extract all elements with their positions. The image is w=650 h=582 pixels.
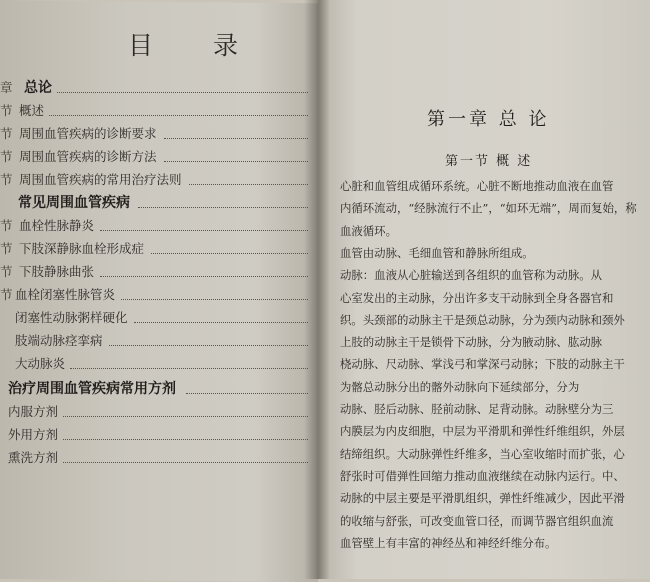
toc-entry-title: 概述	[19, 103, 45, 118]
text-line: 血管壁上有丰富的神经丛和神经纤维分布。	[340, 535, 557, 550]
text-line: 心脏和血管组成循环系统。心脏不断地推动血液在血管	[340, 179, 614, 193]
toc-entry-title: 周围血管疾病的诊断方法	[19, 149, 157, 164]
toc-entry-title: 总论	[24, 80, 52, 96]
toc-entry-number: 节	[0, 241, 13, 256]
toc-leader-dots	[63, 419, 308, 440]
toc-entry-title: 熏洗方剂	[8, 450, 59, 465]
toc-leader-dots	[70, 348, 308, 369]
toc-entry	[0, 354, 312, 374]
text-line: 为髂总动脉分出的髂外动脉向下延续部分，分为	[340, 379, 580, 394]
text-line: 桡动脉、尺动脉、掌浅弓和掌深弓动脉；下肢的动脉主干	[340, 357, 625, 372]
toc-entry-title: 血栓性脉静炎	[19, 218, 95, 233]
toc-entry-title: 大动脉炎	[15, 356, 66, 371]
toc-leader-dots	[138, 187, 308, 208]
text-line: 舒张时可借弹性回缩力推动血液继续在动脉内运行。中、	[340, 468, 625, 483]
toc-leader-dots	[109, 325, 308, 346]
text-line: 结缔组织。大动脉弹性纤维多，当心室收缩时而扩张，心	[340, 446, 625, 461]
toc-entry-title: 周围血管疾病的常用治疗法则	[19, 172, 182, 187]
toc-entry-title: 内服方剂	[8, 404, 59, 419]
text-line: 织。头颈部的动脉主干是颈总动脉，分为颈内动脉和颈外	[340, 312, 625, 327]
text-line: 动脉的中层主要是平滑肌组织，弹性纤维减少，因此平滑	[340, 491, 625, 506]
text-line: 内循环流动，“经脉流行不止”，“如环无端”，周而复始，称	[340, 201, 637, 216]
toc-entry-title: 常见周围血管疾病	[18, 195, 130, 211]
text-line: 血液循环。	[340, 223, 397, 238]
toc-entry-title: 下肢静脉曲张	[19, 264, 95, 279]
toc-leader-dots	[63, 396, 308, 417]
toc-leader-dots	[164, 141, 308, 162]
toc-entry-title: 周围血管疾病的诊断要求	[19, 126, 157, 141]
toc-entry-number: 节	[0, 149, 13, 164]
toc-leader-dots	[63, 442, 308, 463]
toc-leader-dots	[49, 95, 308, 116]
toc-leader-dots	[186, 373, 308, 394]
chapter-heading: 第一章 总 论	[427, 109, 550, 130]
toc-entry-title: 治疗周围血管疾病常用方剂	[8, 381, 176, 397]
toc-leader-dots	[121, 279, 308, 300]
toc-entry-number: 节	[0, 218, 13, 233]
text-line: 的收缩与舒张，可改变血管口径，而调节器官组织血流	[340, 513, 614, 528]
toc-leader-dots	[57, 72, 308, 93]
toc-leader-dots	[100, 210, 308, 231]
toc-leader-dots	[100, 256, 308, 277]
toc-leader-dots	[134, 302, 308, 323]
section-heading: 第一节 概 述	[445, 154, 533, 169]
text-line: 心室发出的主动脉，分出许多支干动脉到全身各器官和	[340, 290, 614, 305]
toc-entry	[0, 448, 312, 468]
toc-entry-number: 节	[0, 287, 13, 302]
toc-title: 目 录	[128, 31, 264, 60]
toc-entry-number: 章	[0, 80, 13, 95]
text-line: 上肢的动脉主干是锁骨下动脉，分为腋动脉、肱动脉	[340, 335, 602, 350]
toc-leader-dots	[164, 118, 308, 139]
toc-leader-dots	[151, 233, 308, 254]
toc-entry-title: 闭塞性动脉粥样硬化	[15, 310, 128, 325]
toc-entry-number: 节	[0, 172, 13, 187]
toc-entry-title: 下肢深静脉血栓形成症	[19, 241, 145, 256]
toc-entry-title: 肢端动脉痉挛病	[15, 333, 103, 348]
toc-entry-number: 节	[0, 126, 13, 141]
toc-entry-number: 节	[0, 103, 13, 118]
toc-leader-dots	[189, 164, 308, 185]
text-line: 内膜层为内皮细胞，中层为平滑肌和弹性纤维组织，外层	[340, 424, 625, 439]
toc-entry-title: 血栓闭塞性脉管炎	[15, 287, 116, 302]
toc-entry-title: 外用方剂	[8, 427, 59, 442]
toc-entry-number: 节	[0, 264, 13, 279]
text-line: 动脉、胫后动脉、胫前动脉、足背动脉。动脉壁分为三	[340, 402, 614, 416]
text-line: 动脉：血液从心脏输送到各组织的血管称为动脉。从	[340, 268, 602, 283]
text-line: 血管由动脉、毛细血管和静脉所组成。	[340, 245, 534, 260]
